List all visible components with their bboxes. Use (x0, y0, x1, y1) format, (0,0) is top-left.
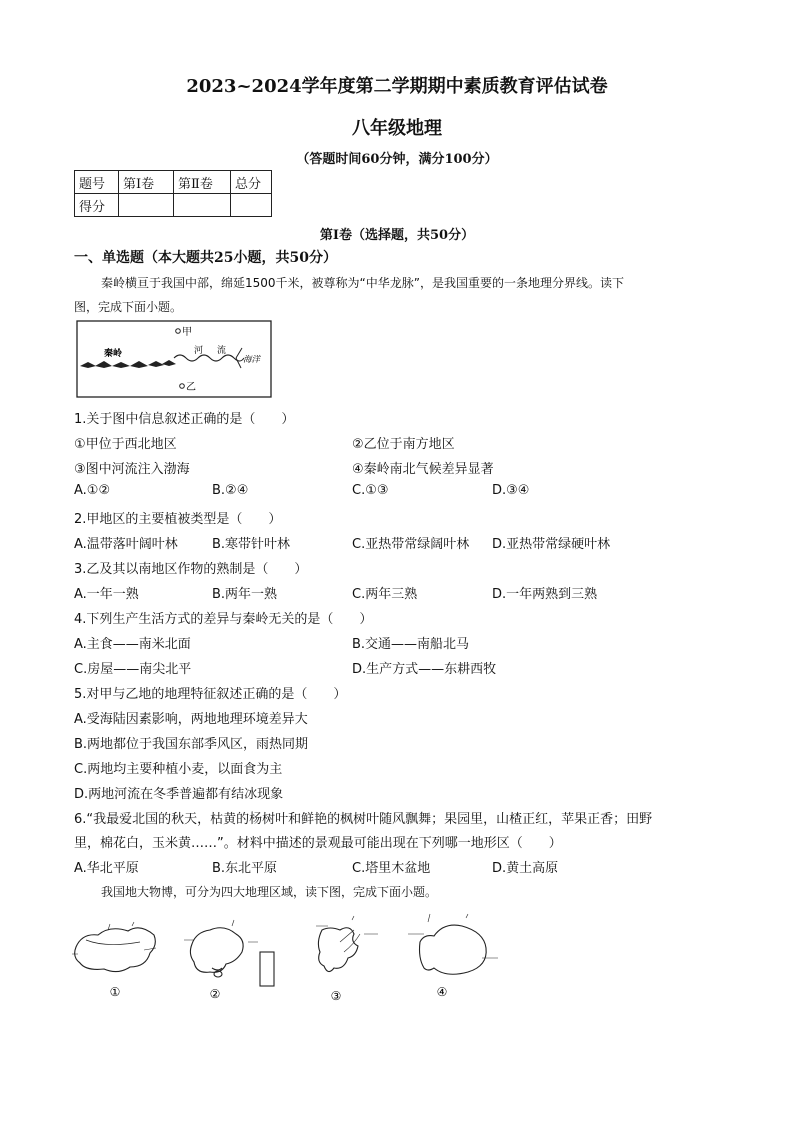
statement: ①甲位于西北地区 (74, 437, 177, 452)
option: D.③④ (492, 483, 530, 498)
intro-text: 我国地大物博，可分为四大地理区域，读下图，完成下面小题。 (101, 885, 438, 899)
region-map-4 (408, 914, 498, 974)
score-cell: 总分 (231, 171, 272, 194)
region-label-3: ③ (330, 989, 342, 1003)
option: D.一年两熟到三熟 (492, 587, 598, 602)
option: B.②④ (212, 483, 249, 498)
part-heading: 一、单选题（本大题共25小题，共50分） (74, 250, 337, 266)
label-yi: 乙 (186, 382, 196, 393)
score-cell (174, 194, 231, 217)
option: A.温带落叶阔叶林 (74, 537, 178, 552)
region-label-2: ② (209, 987, 221, 1001)
label-jia: 甲 (182, 327, 192, 338)
score-cell (231, 194, 272, 217)
option: D.生产方式——东耕西牧 (352, 662, 497, 677)
region-map-2 (184, 920, 274, 986)
option: D.黄土高原 (492, 861, 559, 876)
question-stem: 4.下列生产生活方式的差异与秦岭无关的是（ ） (74, 612, 373, 627)
label-qinling: 秦岭 (104, 349, 123, 359)
exam-note: （答题时间60分钟，满分100分） (296, 152, 498, 167)
option: A.受海陆因素影响，两地地理环境差异大 (74, 712, 308, 727)
score-cell: 第Ⅰ卷 (119, 171, 174, 194)
option: C.亚热带常绿阔叶林 (352, 537, 470, 552)
option: C.房屋——南尖北平 (74, 662, 192, 677)
intro-text: 图，完成下面小题。 (74, 300, 183, 314)
score-table (74, 170, 272, 217)
intro-text: 秦岭横亘于我国中部，绵延1500千米，被尊称为“中华龙脉”，是我国重要的一条地理分界线。读下 (101, 276, 624, 290)
question-stem: 2.甲地区的主要植被类型是（ ） (74, 512, 282, 527)
option: A.①② (74, 483, 111, 498)
option: C.①③ (352, 483, 389, 498)
label-ocean: 海洋 (243, 355, 261, 365)
option: C.塔里木盆地 (352, 861, 431, 876)
exam-subtitle: 八年级地理 (352, 118, 442, 139)
exam-title: 2023~2024学年度第二学期期中素质教育评估试卷 (186, 76, 608, 97)
statement: ③图中河流注入渤海 (74, 462, 190, 477)
score-cell: 得分 (75, 194, 119, 217)
option: B.两地都位于我国东部季风区，雨热同期 (74, 737, 309, 752)
score-cell: 题号 (75, 171, 119, 194)
qinling-map (76, 320, 272, 398)
question-stem: 1.关于图中信息叙述正确的是（ ） (74, 412, 295, 427)
option: A.主食——南米北面 (74, 637, 191, 652)
question-stem: 里，棉花白，玉米黄……”。材料中描述的景观最可能出现在下列哪一地形区（ ） (74, 836, 562, 851)
option: D.亚热带常绿硬叶林 (492, 537, 611, 552)
region-map-3 (316, 916, 378, 972)
statement: ④秦岭南北气候差异显著 (352, 462, 494, 477)
option: B.交通——南船北马 (352, 637, 470, 652)
option: A.一年一熟 (74, 587, 139, 602)
region-map-1 (72, 922, 156, 972)
regions-map-strip (72, 912, 502, 1007)
label-he: 河 (194, 346, 204, 356)
option: A.华北平原 (74, 861, 139, 876)
question-stem: 5.对甲与乙地的地理特征叙述正确的是（ ） (74, 687, 347, 702)
question-stem: 6.“我最爱北国的秋天，枯黄的杨树叶和鲜艳的枫树叶随风飘舞；果园里，山楂正红，苹果正香；田野 (74, 812, 653, 827)
region-label-4: ④ (436, 985, 448, 999)
statement: ②乙位于南方地区 (352, 437, 455, 452)
score-cell (119, 194, 174, 217)
option: D.两地河流在冬季普遍都有结冰现象 (74, 787, 284, 802)
option: B.两年一熟 (212, 587, 278, 602)
option: B.寒带针叶林 (212, 537, 291, 552)
question-stem: 3.乙及其以南地区作物的熟制是（ ） (74, 562, 308, 577)
option: C.两年三熟 (352, 587, 418, 602)
option: B.东北平原 (212, 861, 278, 876)
option: C.两地均主要种植小麦，以面食为主 (74, 762, 283, 777)
score-cell: 第Ⅱ卷 (174, 171, 231, 194)
label-liu: 流 (217, 346, 227, 356)
section-title: 第Ⅰ卷（选择题，共50分） (319, 228, 475, 243)
region-label-1: ① (109, 985, 121, 999)
